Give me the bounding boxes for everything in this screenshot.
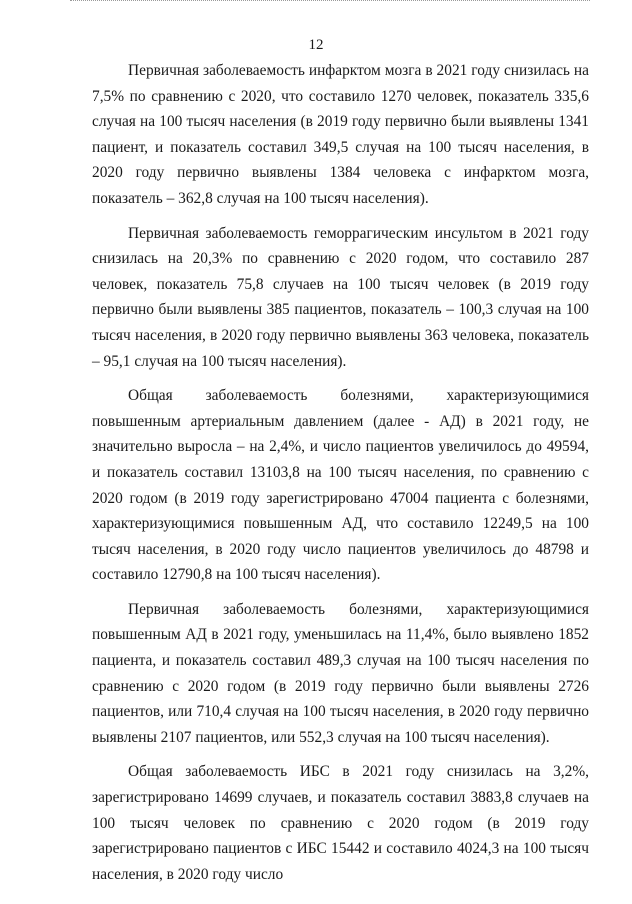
scan-edge-line bbox=[70, 0, 590, 2]
paragraph-hypertension-primary: Первичная заболеваемость болезнями, характеризующимися повышенным АД в 2021 году, уменьшилась на 11,4%, было выявлено 1852 пациента, и показатель составил 489,3 случая на 100 тысяч населения по сравнению с 2020 годом (в 2019 году первично были выявлены 2726 пациентов, или 710,4 случая на 100 тысяч населения, в 2020 году первично выявлены 2107 пациентов, или 552,3 случая на 100 тысяч населения). bbox=[92, 600, 589, 746]
page-number: 12 bbox=[308, 37, 324, 53]
document-body bbox=[92, 58, 589, 896]
paragraph-hypertension-general: Общая заболеваемость болезнями, характеризующимися повышенным артериальным давлением (далее - АД) в 2021 году, не значительно выросла – на 2,4%, и число пациентов увеличилось до 49594, и показатель составил 13103,8 на 100 тысяч населения, по сравнению с 2020 годом (в 2019 году зарегистрировано 47004 пациента с болезнями, характеризующимися повышенным АД, что составило 12249,5 на 100 тысяч населения, в 2020 году число пациентов увеличилось до 48798 и составило 12790,8 на 100 тысяч населения). bbox=[92, 387, 589, 584]
paragraph-cerebral-infarction: Первичная заболеваемость инфарктом мозга в 2021 году снизилась на 7,5% по сравнению с 2020, что составило 1270 человек, показатель 335,6 случая на 100 тысяч населения (в 2019 году первично были выявлены 1341 пациент, и показатель составил 349,5 случая на 100 тысяч населения, в 2020 году первично выявлены 1384 человека с инфарктом мозга, показатель – 362,8 случая на 100 тысяч населения). bbox=[92, 62, 589, 207]
paragraph-ischemic-heart-disease: Общая заболеваемость ИБС в 2021 году снизилась на 3,2%, зарегистрировано 14699 случаев, и показатель составил 3883,8 случаев на 100 тысяч человек по сравнению с 2020 годом (в 2019 году зарегистрировано пациентов с ИБС 15442 и составило 4024,3 на 100 тысяч населения, в 2020 году число bbox=[92, 763, 589, 883]
paragraph-hemorrhagic-stroke: Первичная заболеваемость геморрагическим инсультом в 2021 году снизилась на 20,3% по сравнению с 2020 годом, что составило 287 человек, показатель 75,8 случаев на 100 тысяч человек (в 2019 году первично были выявлены 385 пациентов, показатель – 100,3 случая на 100 тысяч населения, в 2020 году первично выявлены 363 человека, показатель – 95,1 случая на 100 тысяч населения). bbox=[92, 224, 589, 370]
